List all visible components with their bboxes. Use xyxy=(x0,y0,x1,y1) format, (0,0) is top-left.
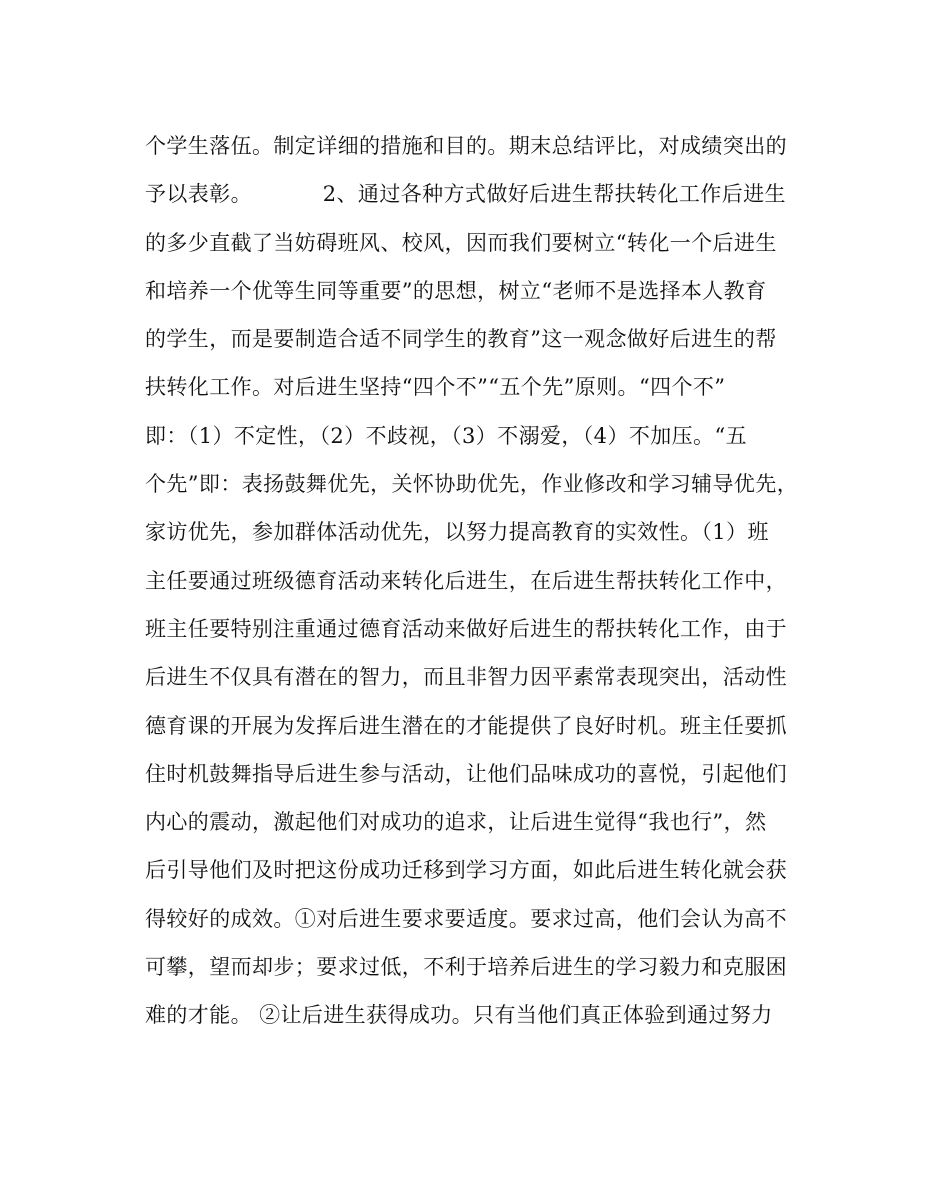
text-line: 个学生落伍。制定详细的措施和目的。期末总结评比，对成绩突出的 xyxy=(145,134,787,158)
text-line: 扶转化工作。对后进生坚持“四个不”“五个先”原则。“四个不” xyxy=(145,375,726,400)
text-line: 德育课的开展为发挥后进生潜在的才能提供了良好时机。班主任要抓 xyxy=(145,713,787,738)
text-line: 的学生，而是要制造合适不同学生的教育”这一观念做好后进生的帮 xyxy=(145,327,777,352)
text-line: 主任要通过班级德育活动来转化后进生，在后进生帮扶转化工作中， xyxy=(145,568,787,593)
text-line: 的多少直截了当妨碍班风、校风，因而我们要树立“转化一个后进生 xyxy=(145,230,777,255)
text-line: 后进生不仅具有潜在的智力，而且非智力因平素常表现突出，活动性 xyxy=(145,665,787,690)
text-line: 后引导他们及时把这份成功迁移到学习方面，如此后进生转化就会获 xyxy=(145,858,787,883)
text-line: 即：（1）不定性，（2）不歧视，（3）不溺爱，（4）不加压。“五 xyxy=(145,423,747,448)
text-line: 可攀，望而却步；要求过低，不利于培养后进生的学习毅力和克服困 xyxy=(145,955,787,980)
text-line: 家访优先，参加群体活动优先，以努力提高教育的实效性。（1）班 xyxy=(145,520,769,545)
text-line: 班主任要特别注重通过德育活动来做好后进生的帮扶转化工作，由于 xyxy=(145,616,787,641)
text-line: 住时机鼓舞指导后进生参与活动，让他们品味成功的喜悦，引起他们 xyxy=(145,761,787,786)
text-line: 个先”即：表扬鼓舞优先，关怀协助优先，作业修改和学习辅导优先， xyxy=(145,472,799,497)
text-line: 难的才能。 ②让后进生获得成功。只有当他们真正体验到通过努力 xyxy=(145,1003,773,1028)
body-text xyxy=(145,128,815,1046)
text-line: 得较好的成效。①对后进生要求要适度。要求过高，他们会认为高不 xyxy=(145,906,787,931)
text-line: 予以表彰。 2、通过各种方式做好后进生帮扶转化工作后进生 xyxy=(145,182,786,207)
text-line: 和培养一个优等生同等重要”的思想，树立“老师不是选择本人教育 xyxy=(145,278,767,303)
text-line: 内心的震动，激起他们对成功的追求，让后进生觉得“我也行”，然 xyxy=(145,810,767,835)
